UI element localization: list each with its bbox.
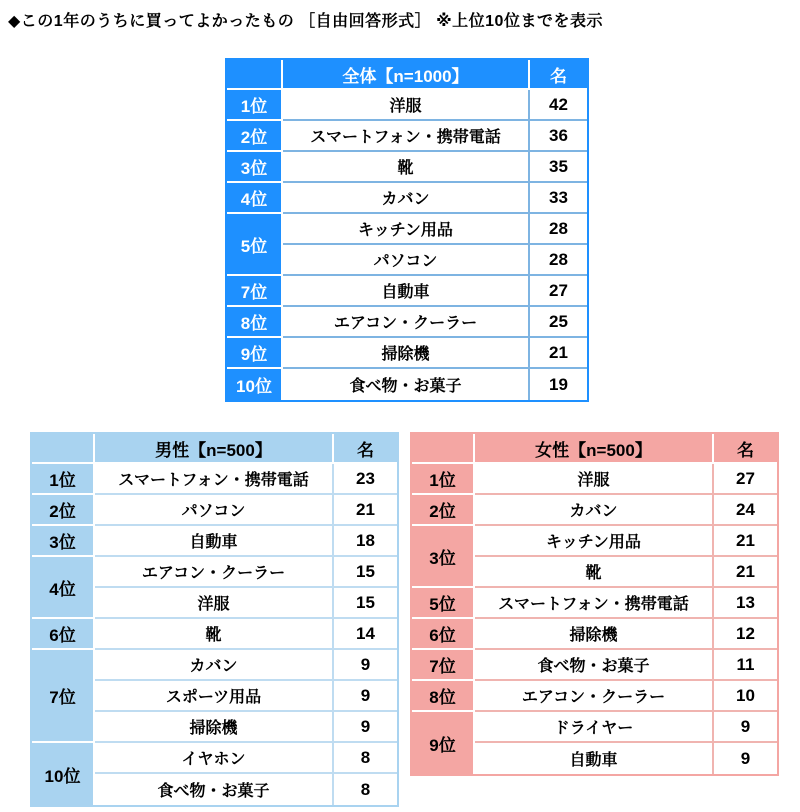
rank-cell: 2位 — [412, 495, 475, 526]
table-row — [412, 619, 777, 650]
item-cell: エアコン・クーラー — [283, 307, 530, 338]
female-table — [410, 432, 779, 776]
count-cell: 35 — [530, 152, 587, 183]
table-row — [412, 681, 777, 712]
table-row — [32, 650, 397, 681]
item-cell: スマートフォン・携帯電話 — [475, 588, 714, 619]
table-row — [227, 183, 587, 214]
rank-cell: 3位 — [227, 152, 283, 183]
male-corner-cell — [32, 434, 95, 464]
item-cell: イヤホン — [95, 743, 334, 774]
item-cell: 食べ物・お菓子 — [95, 774, 334, 805]
count-cell: 9 — [334, 712, 397, 743]
item-cell: 掃除機 — [95, 712, 334, 743]
rank-cell: 4位 — [227, 183, 283, 214]
figure-title: ◆この1年のうちに買ってよかったもの ［自由回答形式］ ※上位10位までを表示 — [8, 13, 603, 30]
count-cell: 33 — [530, 183, 587, 214]
rank-cell: 3位 — [32, 526, 95, 557]
count-cell: 23 — [334, 464, 397, 495]
male-header-row — [32, 434, 397, 464]
overall-count-header: 名 — [530, 60, 587, 90]
overall-table — [225, 58, 589, 402]
rank-cell: 2位 — [32, 495, 95, 526]
count-cell: 21 — [714, 526, 777, 557]
item-cell: エアコン・クーラー — [95, 557, 334, 588]
table-row — [227, 276, 587, 307]
count-cell: 28 — [530, 214, 587, 245]
count-cell: 21 — [334, 495, 397, 526]
item-cell: 掃除機 — [283, 338, 530, 369]
table-row — [32, 464, 397, 495]
count-cell: 13 — [714, 588, 777, 619]
count-cell: 11 — [714, 650, 777, 681]
table-row — [32, 526, 397, 557]
table-row — [227, 121, 587, 152]
count-cell: 9 — [740, 748, 751, 768]
count-cell: 9 — [714, 712, 777, 743]
rank-cell: 9位 — [412, 712, 475, 774]
count-cell: 8 — [360, 779, 371, 799]
table-row — [412, 588, 777, 619]
male-table — [30, 432, 399, 807]
item-cell: 洋服 — [95, 588, 334, 619]
count-cell: 18 — [334, 526, 397, 557]
table-row — [32, 743, 397, 774]
table-row — [412, 526, 777, 557]
table-row — [227, 307, 587, 338]
rank-cell: 8位 — [412, 681, 475, 712]
count-cell: 24 — [714, 495, 777, 526]
item-cell: スポーツ用品 — [95, 681, 334, 712]
rank-cell: 7位 — [227, 276, 283, 307]
item-cell: 自動車 — [283, 276, 530, 307]
rank-cell: 9位 — [227, 338, 283, 369]
table-row — [412, 712, 777, 743]
item-cell: 自動車 — [95, 526, 334, 557]
rank-cell: 7位 — [412, 650, 475, 681]
rank-cell: 7位 — [32, 650, 95, 743]
overall-corner-cell — [227, 60, 283, 90]
item-cell: 洋服 — [283, 90, 530, 121]
item-cell: 掃除機 — [475, 619, 714, 650]
table-row — [227, 90, 587, 121]
rank-cell: 1位 — [412, 464, 475, 495]
overall-header-row — [227, 60, 587, 90]
rank-cell: 5位 — [412, 588, 475, 619]
rank-cell: 1位 — [227, 90, 283, 121]
item-cell: 食べ物・お菓子 — [475, 650, 714, 681]
overall-group-header: 全体【n=1000】 — [283, 60, 530, 90]
rank-cell: 1位 — [32, 464, 95, 495]
count-cell: 15 — [334, 588, 397, 619]
count-cell: 27 — [714, 464, 777, 495]
table-row — [32, 495, 397, 526]
count-cell: 8 — [334, 743, 397, 774]
item-cell: 洋服 — [475, 464, 714, 495]
count-cell: 36 — [530, 121, 587, 152]
rank-cell: 3位 — [412, 526, 475, 588]
female-count-header: 名 — [714, 434, 777, 464]
count-cell: 21 — [714, 557, 777, 588]
item-cell: 食べ物・お菓子 — [283, 369, 530, 400]
table-row — [227, 369, 587, 400]
item-cell: パソコン — [283, 245, 530, 276]
rank-cell: 4位 — [32, 557, 95, 619]
item-cell: カバン — [283, 183, 530, 214]
count-cell: 10 — [714, 681, 777, 712]
table-row — [412, 495, 777, 526]
table-row — [412, 650, 777, 681]
count-cell: 42 — [530, 90, 587, 121]
rank-cell: 6位 — [32, 619, 95, 650]
count-cell: 9 — [334, 650, 397, 681]
item-cell: 靴 — [283, 152, 530, 183]
table-row — [32, 557, 397, 588]
rank-cell: 5位 — [227, 214, 283, 276]
count-cell: 12 — [714, 619, 777, 650]
item-cell: スマートフォン・携帯電話 — [283, 121, 530, 152]
item-cell: スマートフォン・携帯電話 — [95, 464, 334, 495]
rank-cell: 8位 — [227, 307, 283, 338]
item-cell: キッチン用品 — [283, 214, 530, 245]
item-cell: ドライヤー — [475, 712, 714, 743]
item-cell: キッチン用品 — [475, 526, 714, 557]
item-cell: 靴 — [475, 557, 714, 588]
table-row — [32, 619, 397, 650]
rank-cell: 6位 — [412, 619, 475, 650]
item-cell: 自動車 — [475, 743, 714, 774]
rank-cell: 10位 — [227, 369, 283, 400]
count-cell: 27 — [530, 276, 587, 307]
table-row — [227, 152, 587, 183]
female-group-header: 女性【n=500】 — [475, 434, 714, 464]
table-row — [227, 214, 587, 245]
table-row — [412, 464, 777, 495]
female-header-row — [412, 434, 777, 464]
count-cell: 28 — [530, 245, 587, 276]
male-group-header: 男性【n=500】 — [95, 434, 334, 464]
item-cell: エアコン・クーラー — [475, 681, 714, 712]
item-cell: パソコン — [95, 495, 334, 526]
count-cell: 19 — [549, 374, 568, 394]
table-row — [227, 338, 587, 369]
count-cell: 9 — [334, 681, 397, 712]
female-corner-cell — [412, 434, 475, 464]
rank-cell: 2位 — [227, 121, 283, 152]
item-cell: カバン — [95, 650, 334, 681]
item-cell: カバン — [475, 495, 714, 526]
rank-cell: 10位 — [32, 743, 95, 805]
item-cell: 靴 — [95, 619, 334, 650]
male-count-header: 名 — [334, 434, 397, 464]
count-cell: 15 — [334, 557, 397, 588]
count-cell: 25 — [530, 307, 587, 338]
count-cell: 14 — [334, 619, 397, 650]
count-cell: 21 — [530, 338, 587, 369]
